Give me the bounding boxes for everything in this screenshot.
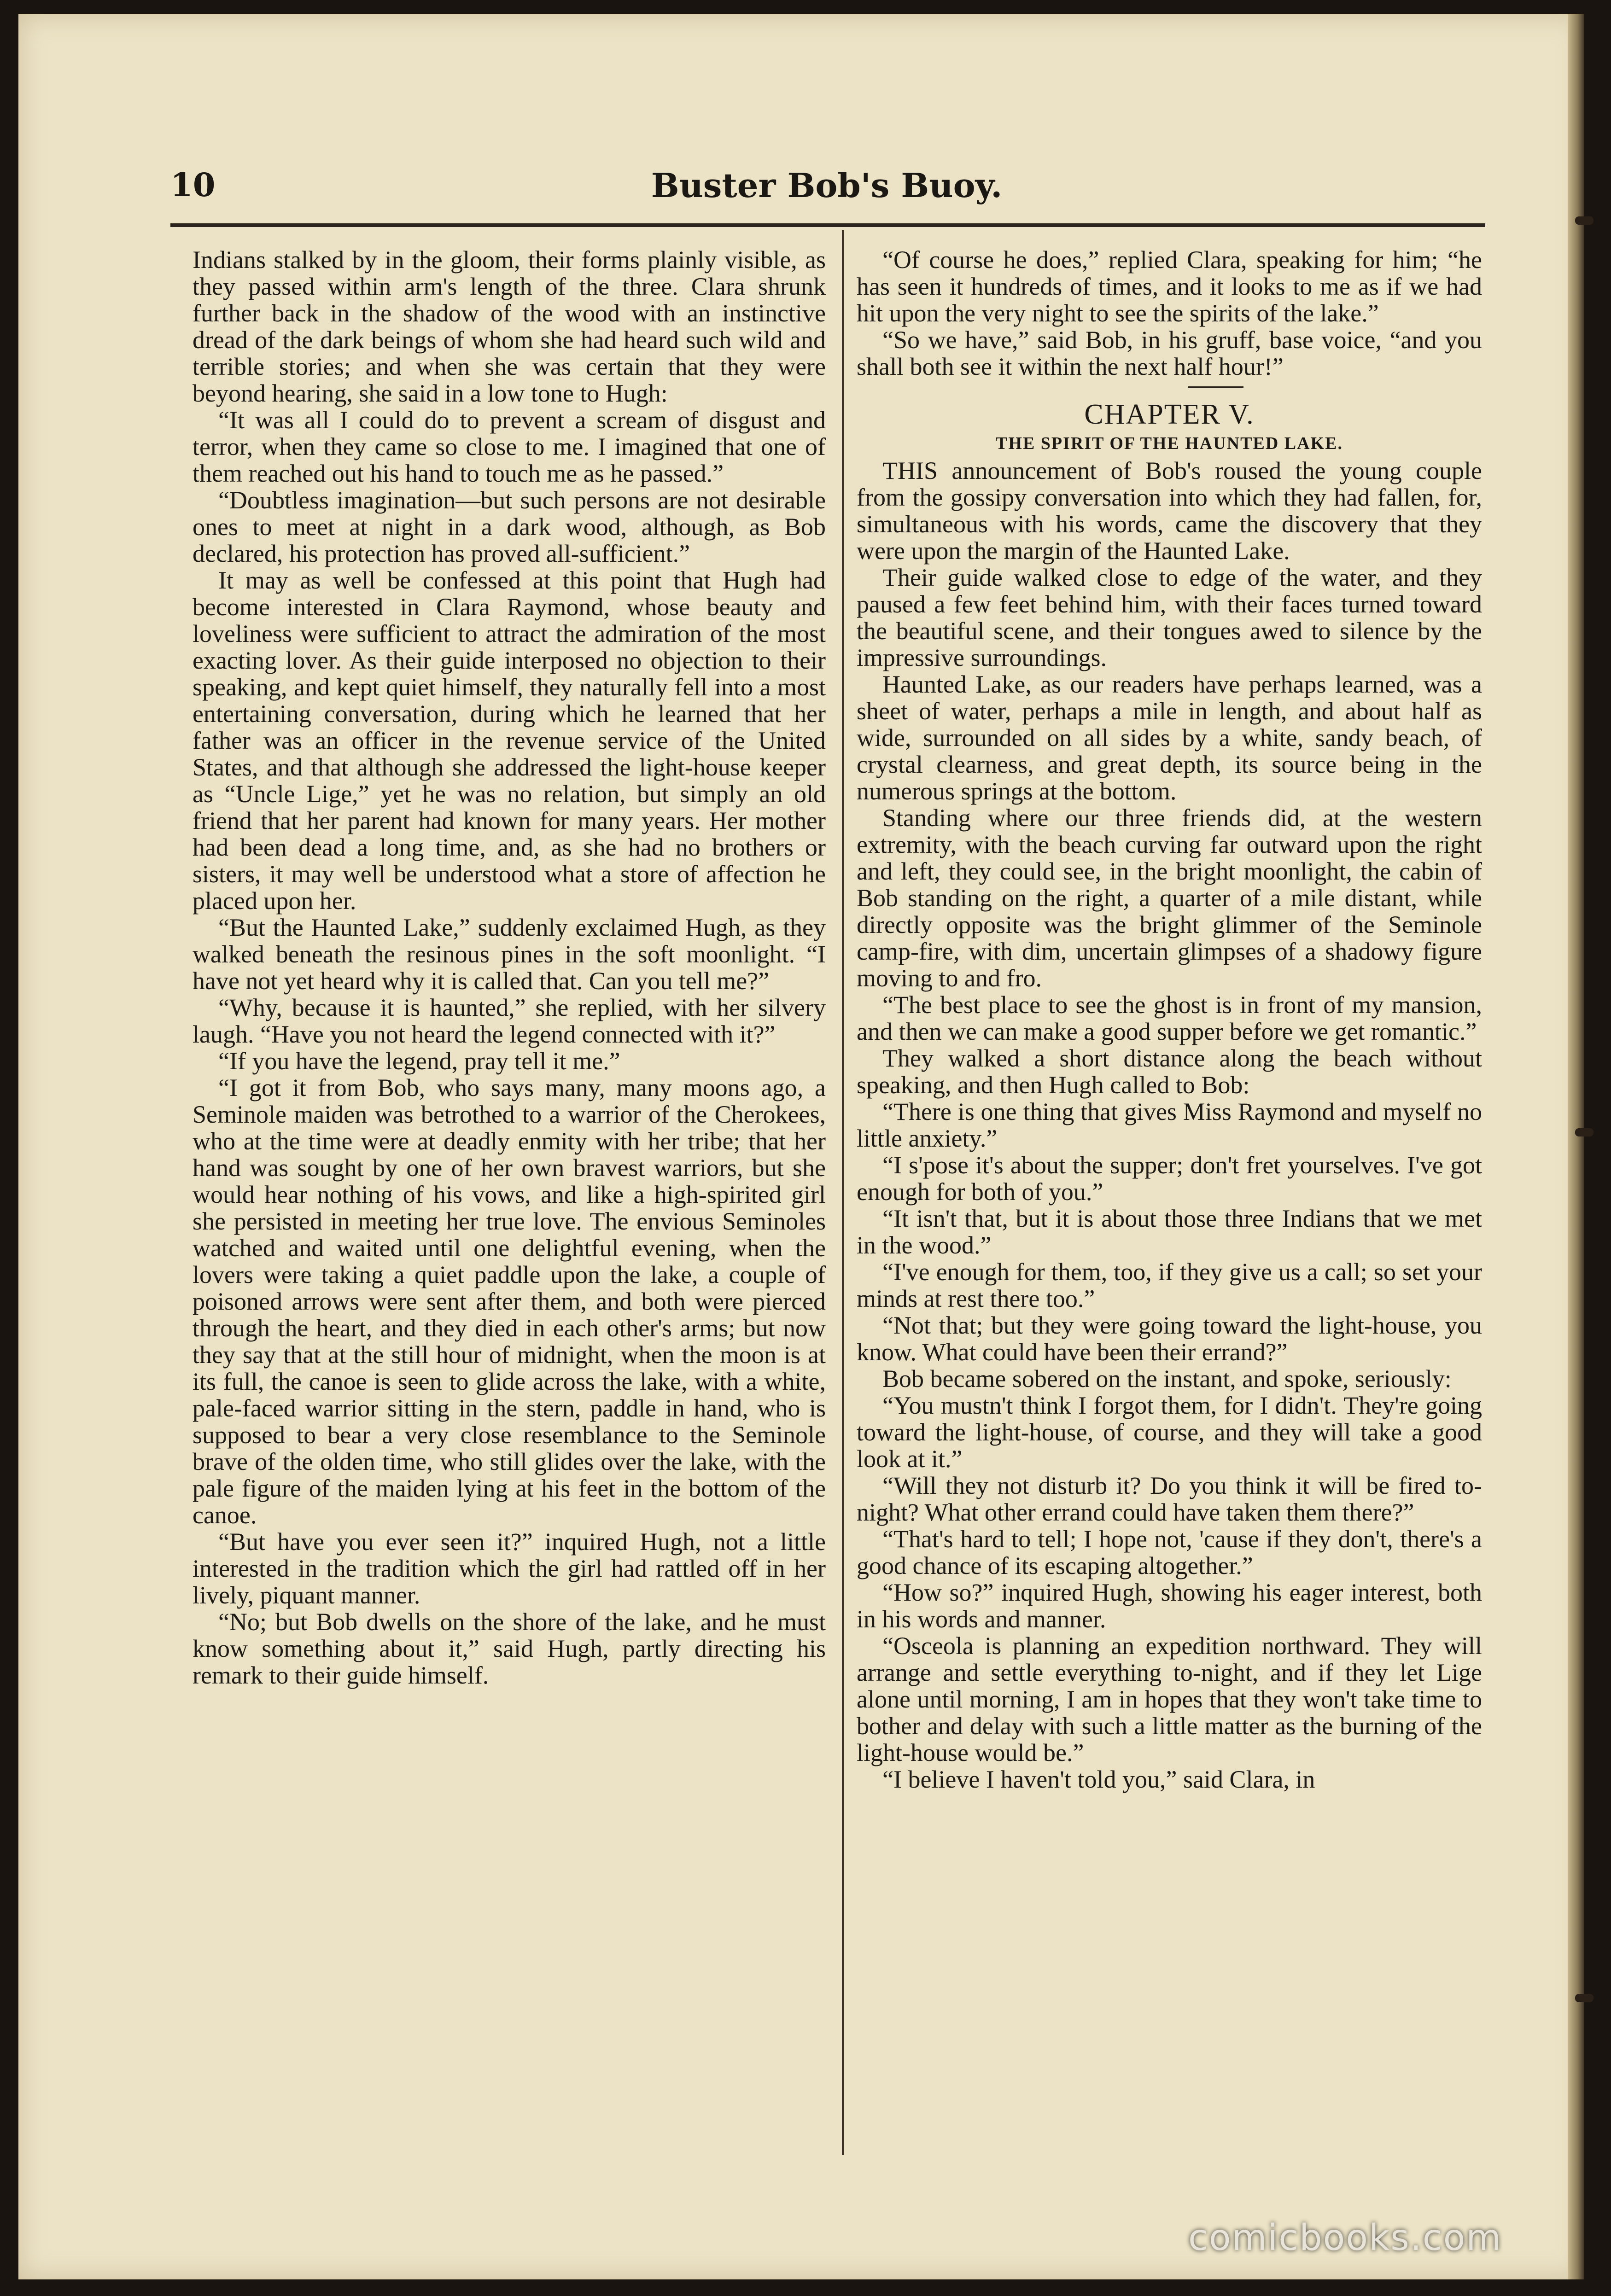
magazine-page bbox=[18, 14, 1584, 2279]
header-rule bbox=[170, 223, 1485, 227]
paragraph: “That's hard to tell; I hope not, 'cause if they don't, there's a good chance of its escaping altogether.” bbox=[857, 1525, 1482, 1579]
paragraph: “You mustn't think I forgot them, for I didn't. They're going toward the light-house, of course, and they will take a good look at it.” bbox=[857, 1392, 1482, 1473]
page-gutter bbox=[1568, 14, 1584, 2279]
paragraph: “But the Haunted Lake,” suddenly exclaimed Hugh, as they walked beneath the resinous pines in the soft moonlight. “I have not yet heard why it is called that. Can you tell me?” bbox=[193, 914, 826, 995]
paragraph: “It was all I could do to prevent a scream of disgust and terror, when they came so close to me. I imagined that one of them reached out his hand to touch me as he passed.” bbox=[193, 406, 826, 487]
paragraph: “I believe I haven't told you,” said Clara, in bbox=[882, 1766, 1315, 1793]
paragraph: “No; but Bob dwells on the shore of the lake, and he must know something about it,” said Hugh, partly directing his remark to their guide himself. bbox=[193, 1608, 826, 1689]
page-number: 10 bbox=[170, 166, 216, 204]
paragraph: “I've enough for them, too, if they give us a call; so set your minds at rest there too.” bbox=[857, 1258, 1482, 1312]
paragraph: “But have you ever seen it?” inquired Hugh, not a little interested in the tradition which the girl had rattled off in her lively, piquant manner. bbox=[193, 1528, 826, 1609]
running-title: Buster Bob's Buoy. bbox=[651, 166, 1003, 205]
paragraph: “I got it from Bob, who says many, many moons ago, a Seminole maiden was betrothed to a warrior of the Cherokees, who at the time were at deadly enmity with her tribe; that her hand was sought by one of her own bravest warriors, but she would hear nothing of his vows, and like a high-spirited girl she persisted in meeting her true love. The envious Seminoles watched and waited until one delightful evening, when the lovers were taking a quiet paddle upon the lake, a couple of poisoned arrows were sent after them, and both were pierced through the heart, and they died in each other's arms; but now they say that at the still hour of midnight, when the moon is at its full, the canoe is seen to glide across the lake, with a white, pale-faced warrior sitting in the stern, paddle in hand, who is supposed to bear a very close resemblance to the Seminole brave of the olden time, who still glides over the lake, with the pale figure of the maiden lying at his feet in the bottom of the canoe. bbox=[193, 1074, 826, 1529]
right-column bbox=[857, 246, 1482, 2176]
paragraph: “I s'pose it's about the supper; don't fret yourselves. I've got enough for both of you.” bbox=[857, 1151, 1482, 1206]
paragraph: Indians stalked by in the gloom, their forms plainly visible, as they passed within arm's length of the three. Clara shrunk further back in the shadow of the wood with an instinctive dread of the dark beings of whom she had heard such wild and terrible stories; and when she was certain that they were beyond hearing, she said in a low tone to Hugh: bbox=[193, 246, 826, 407]
paragraph: “Not that; but they were going toward the light-house, you know. What could have been their errand?” bbox=[857, 1311, 1482, 1366]
paragraph: “There is one thing that gives Miss Raymond and myself no little anxiety.” bbox=[857, 1098, 1482, 1152]
paragraph: They walked a short distance along the beach without speaking, and then Hugh called to Bob: bbox=[857, 1044, 1482, 1099]
chapter-break-rule bbox=[1188, 386, 1243, 388]
binding-mark bbox=[1575, 216, 1593, 225]
paragraph: Their guide walked close to edge of the water, and they paused a few feet behind him, with their faces turned toward the beautiful scene, and their tongues awed to silence by the impressive surroundings. bbox=[857, 564, 1482, 671]
paragraph: Haunted Lake, as our readers have perhaps learned, was a sheet of water, perhaps a mile in length, and about half as wide, surrounded on all sides by a white, sandy beach, of crystal clearness, and great depth, its source being in the numerous springs at the bottom. bbox=[857, 670, 1482, 805]
paragraph: “How so?” inquired Hugh, showing his eager interest, both in his words and manner. bbox=[857, 1579, 1482, 1633]
paragraph: THIS announcement of Bob's roused the young couple from the gossipy conversation into which they had fallen, for, simultaneous with his words, came the discovery that they were upon the margin of the Haunted Lake. bbox=[857, 457, 1482, 565]
binding-mark bbox=[1575, 1128, 1593, 1136]
chapter-subtitle: THE SPIRIT OF THE HAUNTED LAKE. bbox=[996, 434, 1343, 453]
paragraph: “If you have the legend, pray tell it me.” bbox=[218, 1047, 620, 1075]
left-column bbox=[193, 246, 826, 2176]
page-header bbox=[170, 161, 1483, 216]
binding-mark bbox=[1575, 1994, 1593, 2002]
paragraph: “So we have,” said Bob, in his gruff, base voice, “and you shall both see it within the next half hour!” bbox=[857, 326, 1482, 380]
paragraph: “Why, because it is haunted,” she replied, with her silvery laugh. “Have you not heard the legend connected with it?” bbox=[193, 994, 826, 1048]
column-divider bbox=[842, 230, 844, 2155]
paragraph: It may as well be confessed at this point that Hugh had become interested in Clara Raymond, whose beauty and loveliness were sufficient to attract the admiration of the most exacting lover. As their guide interposed no objection to their speaking, and kept quiet himself, they naturally fell into a most entertaining conversation, during which he learned that her father was an officer in the revenue service of the United States, and that although she addressed the light-house keeper as “Uncle Lige,” yet he was no relation, but simply an old friend that her parent had known for many years. Her mother had been dead a long time, and, as she had no brothers or sisters, it may well be understood what a store of affection he placed upon her. bbox=[193, 566, 826, 915]
paragraph: “The best place to see the ghost is in front of my mansion, and then we can make a good supper before we get romantic.” bbox=[857, 991, 1482, 1045]
paragraph: “Will they not disturb it? Do you think it will be fired to-night? What other errand could have taken them there?” bbox=[857, 1472, 1482, 1526]
paragraph: “Osceola is planning an expedition northward. They will arrange and settle everything to-night, and if they let Lige alone until morning, I am in hopes that they won't take time to bother and delay with such a little matter as the burning of the light-house would be.” bbox=[857, 1632, 1482, 1766]
paragraph: “Of course he does,” replied Clara, speaking for him; “he has seen it hundreds of times, and it looks to me as if we had hit upon the very night to see the spirits of the lake.” bbox=[857, 246, 1482, 327]
paragraph: Bob became sobered on the instant, and spoke, seriously: bbox=[882, 1365, 1452, 1393]
paragraph: “It isn't that, but it is about those three Indians that we met in the wood.” bbox=[857, 1205, 1482, 1259]
paragraph: Standing where our three friends did, at the western extremity, with the beach curving far outward upon the right and left, they could see, in the bright moonlight, the cabin of Bob standing on the right, a quarter of a mile distant, while directly opposite was the bright glimmer of the Seminole camp-fire, with dim, uncertain glimpses of a shadowy figure moving to and fro. bbox=[857, 804, 1482, 992]
chapter-title: CHAPTER V. bbox=[1084, 399, 1255, 430]
paragraph: “Doubtless imagination—but such persons are not desirable ones to meet at night in a dark wood, although, as Bob declared, his protection has proved all-sufficient.” bbox=[193, 486, 826, 567]
watermark-logo: comicbooks.com bbox=[1188, 2217, 1502, 2259]
